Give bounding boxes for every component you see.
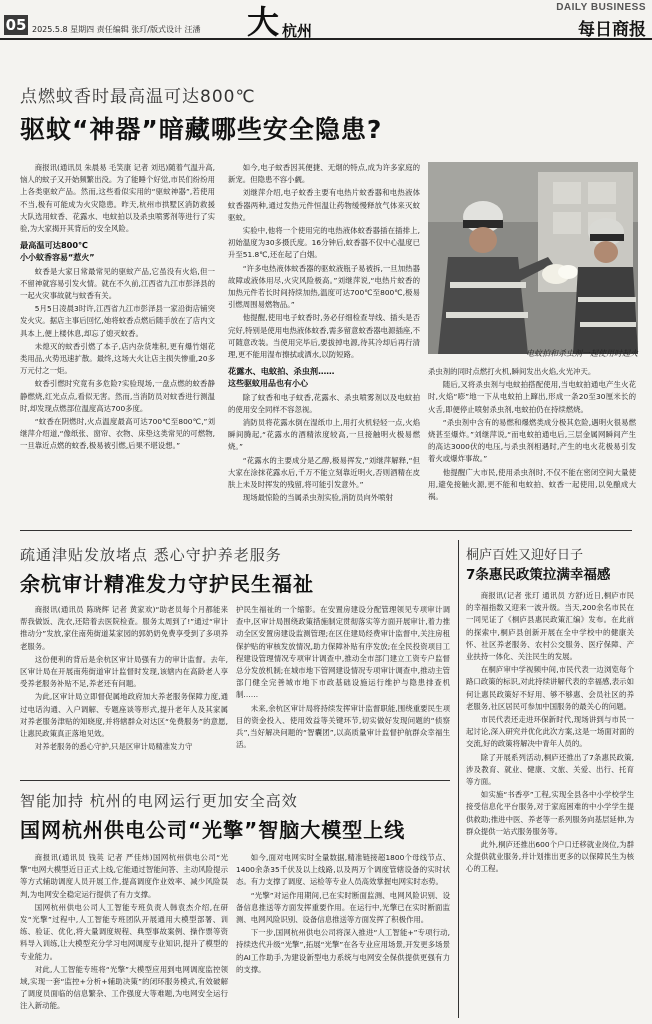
subheading: 小小蚊香容易“惹火” [20, 253, 95, 263]
firefighter-photo-image [428, 162, 638, 354]
paragraph: 国网杭州供电公司人工智能专班负责人韩袁杰介绍,在研发“光擎”过程中,人工智能专班团队开展通用大模型部署、训练、验证、优化,将大量调度规程、典型事故案例、操作票等资料导入训练,让大模型充分学习电网调度专业知识,提升了模型的专业能力。 [20, 902, 228, 961]
paragraph: 如今,电子蚊香因其便捷、无烟的特点,成为许多家庭的新宠。但隐患不容小觑。 [228, 163, 420, 185]
paragraph: 随后,又将杀虫剂与电蚊拍搭配使用,当电蚊拍通电产生火花时,火焰“嘭”地一下从电蚊拍上蹿出,形成一条20至30厘米长的火舌,即便停止喷射杀虫剂,电蚊拍仍在持续燃烧。 [428, 380, 636, 414]
column-divider [458, 540, 459, 1018]
article1-headline: 驱蚊“神器”暗藏哪些安全隐患? [20, 115, 383, 144]
paragraph: 对此,人工智能专班将“光擎”大模型应用到电网调度监控领域,实现一套“监控+分析+辅助决策”的闭环服务模式,有效破解了调度员面临的信息繁杂、工作强度大等难题,为电网安全运行注入新动能。 [20, 964, 228, 1011]
article2-column-1 [20, 604, 228, 772]
paragraph: 实验中,他将一个使用完的电热液体蚊香器插在插排上,初始温度为30多摄氏度。16分钟后,蚊香器不仅中心温度已升至51.8℃,还在起了白烟。 [228, 226, 420, 260]
paragraph: 蚊香是大家日常最常见的驱蚊产品,它虽没有火焰,但一不留神就容易引发火情。就在不久前,江西省九江市彭泽县的一起火灾事故就与蚊香有关。 [20, 266, 215, 301]
article3-column-1 [20, 852, 228, 1016]
paragraph: 下一步,国网杭州供电公司将深入推进“人工智能+”专项行动,持续迭代升级“光擎”,拓展“光擎”在各专业应用场景,开发更多场景的AI工作助手,为建设新型电力系统与电网安全保供提供更强有力的支撑。 [236, 928, 450, 974]
paragraph: 如实施“书香亭”工程,实现全县各中小学校学生接受信息化平台服务,对于家庭困难的中小学学生提供救助;推进中医、养老等一系列服务向基层延伸,为群众提供一站式服务服务等。 [466, 790, 634, 836]
paragraph: 未来,余杭区审计局将持续发挥审计监督职能,围绕重要民生项目的资金投入、使用效益等关键环节,切实做好发现问题的“侦察兵”,当好解决问题的“智囊团”,以高质量审计监督护航群众幸福生活。 [236, 703, 450, 750]
section-logo: 大 [247, 3, 280, 41]
brand-logo: 每日商报 [578, 20, 646, 40]
paragraph: 这份便利的背后是余杭区审计局强有力的审计监督。去年,区审计局在开展南苑街道审计监督时发现,该辖内在高龄老人享受养老服务补贴不足,养老还有问题。 [20, 654, 228, 689]
section-divider [20, 530, 632, 531]
side-article-headline: 7条惠民政策拉满幸福感 [466, 567, 611, 583]
article2-column-2 [236, 604, 450, 772]
paragraph: 蚊香引燃时究竟有多危险?实验现场,一盘点燃的蚊香静静燃烧,红光点点,看似无害。然而,当消防员对蚊香进行测温时,却发现点燃部位温度高达700多度。 [20, 379, 215, 413]
side-article-kicker: 桐庐百姓又迎好日子 [466, 548, 584, 563]
brand-english: DAILY BUSINESS [556, 2, 646, 13]
paragraph: 对养老服务的悉心守护,只是区审计局精准发力守 [34, 742, 193, 752]
paragraph: 杀虫剂的同时点燃打火机,瞬间发出火焰,火光冲天。 [428, 367, 596, 376]
paragraph: 在桐庐审中学视频中间,市民代表一边浏览每个路口政策的标识,对此持续讲解代表的幸福感,表示如何让惠民政策好不好用、够不够惠、会员社区的养老服务,社区居民可参加中国服务的最关心的问题。 [466, 665, 634, 711]
paragraph: 护民生福祉的一个缩影。在安置房建设分配管理领见专项审计调查中,区审计局围绕政策措施制定贯彻落实等方面开展审计,着力推动全区安置房建设监测管理;在区住建局经费审计监督中,关注房租保护贴的审核发放情况,助力保障补贴有序发放;在全民投资项目工程建设管理情况专项审计调查中,推动全市部门建立工资专户监督总分发放机制;在城市地下管网建设情况专项审计调查中,推动主管部门健全完善城市地下市政基础设施运行维护与隐患排查机制…… [236, 605, 450, 700]
page-number: 05 [5, 16, 27, 34]
paragraph: “光擎”对运作用期间,已在实时断面监测、电网风险识别、设备信息推送等方面发挥重要作用。在运行中,光擎已在实时断面监测、电网风险识别、设备信息推送等方面发挥了积极作用。 [236, 890, 450, 925]
paragraph: “蚊香在阴燃时,火点温度最高可达700℃至800℃,”刘继萍介绍道,“像纸张、窗帘、衣物、床垫这类常见的可燃物,一旦靠近点燃的蚊香,极易被引燃,后果不堪设想。” [20, 417, 215, 451]
subheading: 这些驱蚊用品也有小心 [228, 379, 308, 389]
paragraph: 消防员将花露水倒在湿纸巾上,用打火机轻轻一点,火焰瞬间腾起,“花露水的酒精浓度较高,一旦接触明火极易燃烧。” [228, 418, 420, 452]
paragraph: “许多电热液体蚊香器的驱蚊液瓶子易被拆,一旦加热器故障或液体用尽,火灾风险极高。”刘继萍说,“电热片蚊香的加热元件若长时间持续加热,温度可达700℃至800℃,极易引燃周围易燃物品。” [228, 263, 420, 310]
photo-caption: 电蚊拍和杀虫剂一起使用时起火 [526, 349, 638, 358]
paragraph: 除了蚊香和电子蚊香,花露水、杀虫喷雾剂以及电蚊拍的使用安全同样不容忽视。 [228, 392, 420, 414]
paragraph: 商报讯(通讯员 钱英 记者 严佳炜)国网杭州供电公司“光擎”电网大模型近日正式上线,它能通过智能问答、主动风险提示等方式辅助调度人员开展工作,提高调度作业效率、减少风险误判,为电网安全稳定运行提供了有力支撑。 [20, 853, 228, 899]
paragraph: 商报讯(通讯员 陈晓辉 记者 黄家欢)“助老员每个月都能来帮我做饭、洗衣,还陪着去医院检查。服务太周到了!”通过“审计推动分”发放,家住南苑街道某家园的郭奶奶免费享受到了多项养老服务。 [20, 605, 228, 651]
article1-kicker: 点燃蚊香时最高温可达800℃ [20, 87, 256, 107]
paragraph: 商报讯(记者 张玎 通讯员 方舒)近日,桐庐市民的幸福指数又迎来一波升级。当天,200余名市民在一同见证了《桐庐县惠民政策汇编》发布。在此前的探索中,桐庐县创新开展在全中学校中的健康关怀、社区养老服务、农村公交服务、医疗保障、产业扶持一体化、关注民生的发展。 [466, 591, 634, 662]
paragraph: 除了开展系列活动,桐庐还推出了7条惠民政策,涉及教育、就业、健康、文旅、关爱、出行、托育等方面。 [466, 752, 634, 787]
masthead [0, 0, 652, 40]
article2-kicker: 疏通津贴发放堵点 悉心守护养老服务 [20, 546, 282, 564]
paragraph: “花露水的主要成分是乙醇,极易挥发,”刘继萍解释,“但大家在涂抹花露水后,千万不能立刻靠近明火,否则酒精在皮肤上未及时挥发的残留,将可能引发意外。” [228, 455, 420, 490]
article2-headline: 余杭审计精准发力守护民生福祉 [20, 572, 314, 596]
paragraph: 为此,区审计局立即督促属地政府加大养老服务保障力度,通过电话沟通、入户调解、专题座谈等形式,提升老年人及其家属对养老服务津贴的知晓度,并将辖群众对达区“免费服务”的意愿,让惠民政策真正落地见效。 [20, 692, 228, 739]
side-article-column [466, 590, 634, 1016]
section-name: 杭州 [282, 22, 313, 40]
article3-kicker: 智能加持 杭州的电网运行更加安全高效 [20, 792, 298, 810]
paragraph: 5月5日凌晨3时许,江西省九江市彭泽县一家沿街店铺突发火灾。据店主事后回忆,她将蚊香点燃后随手放在了店内文具本上,便上楼休息,却忘了熄灭蚊香。 [20, 304, 215, 338]
paragraph: 未熄灭的蚊香引燃了本子,店内杂货堆积,更有爆竹烟花类用品,火势迅速扩散。最终,这场大火让店主损失惨重,20多万元付之一炬。 [20, 341, 215, 376]
article1-column-2 [228, 162, 420, 502]
paragraph: 他提醒,使用电子蚊香时,务必仔细检查导线、插头是否完好,特别是使用电热液体蚊香,需多留意蚊香器电源插座,不可随意改装。当使用完毕后,要拔掉电源,待其冷却后再行清理,更不能用湿布擦拭或洒水,以防短路。 [228, 313, 420, 360]
paragraph: 刘继萍介绍,电子蚊香主要有电热片蚊香器和电热液体蚊香器两种,通过发热元件恒温让药物缓慢释放气体来灭蚊驱蚊。 [228, 188, 420, 222]
article1-column-3 [428, 366, 636, 502]
article3-headline: 国网杭州供电公司“光擎”智脑大模型上线 [20, 818, 406, 842]
paragraph: 商报讯(通讯员 朱晨易 毛笑康 记者 刘迅)随着气温升高,恼人的蚊子又开始频繁出没。为了能睡个好觉,市民们纷纷用上各类驱蚊产品。然而,这些看似实用的“驱蚊神器”,若使用不当,极有可能成为火灾隐患。昨天,杭州市拱墅区消防救援大队选用蚊香、花露水、电蚊拍以及杀虫喷雾剂等进行了实验,为大家揭开其背后的安全风险。 [20, 163, 215, 234]
paragraph: 此外,桐庐还推出600个户口迁移就业岗位,为群众提供就业服务,并计划推出更多的以保障民生为核心的工程。 [466, 840, 634, 874]
subheading: 最高温可达800℃ [20, 240, 88, 251]
article3-column-2 [236, 852, 450, 1016]
paragraph: 现场最惊险的当属杀虫剂实验,消防员向外喷射 [242, 493, 393, 502]
section-divider [20, 780, 450, 781]
paragraph: 如今,面对电网实时全量数据,精准链接超1800个母线节点、1400余条35千伏及以上线路,以及两万个调度管辖设备的实时状态。有力支撑了调度、运检等专业人员高效掌握电网实时态势。 [236, 853, 450, 887]
subheading: 花露水、电蚊拍、杀虫剂…… [228, 366, 335, 377]
dateline: 2025.5.8 星期四 责任编辑 张玎/版式设计 汪潘 [32, 25, 201, 34]
article1-column-1 [20, 162, 215, 502]
paragraph: 他提醒广大市民,使用杀虫剂时,不仅不能在密闭空间大量使用,避免接触火源,更不能和电蚊拍、蚊香一起使用,以免酿成大祸。 [428, 467, 636, 502]
paragraph: “杀虫剂中含有的易燃和爆燃类成分极其危险,遇明火很易燃烧甚至爆炸。”刘继萍说,“而电蚊拍通电后,三层金属网瞬间产生的高达3000伏的电压,与杀虫剂相遇时,产生的电火花极易引发着火或爆炸事故。” [428, 417, 636, 464]
firefighter-photo [428, 162, 638, 354]
paragraph: 市民代表还走进环保新时代,现场讲到与市民一起讨论,深入研究并优化此次方案,这是一场面对面的交流,好的政策将解决中青年人员的。 [466, 715, 634, 749]
